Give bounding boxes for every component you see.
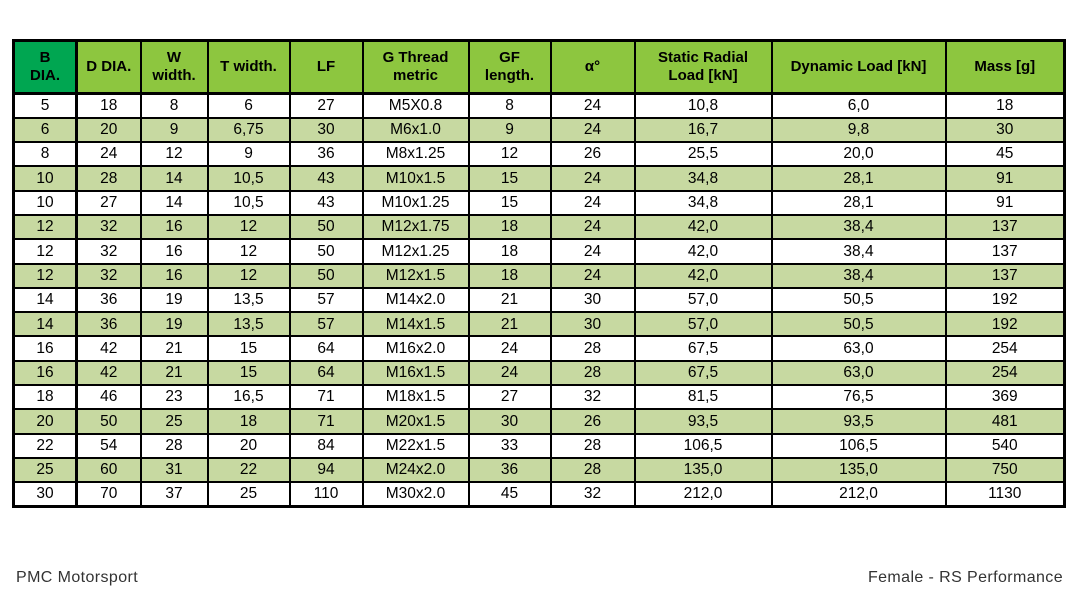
table-cell: 81,5 <box>635 385 772 409</box>
table-cell: M14x1.5 <box>363 312 469 336</box>
table-row <box>14 166 1065 190</box>
table-row <box>14 312 1065 336</box>
table-cell: 135,0 <box>772 458 946 482</box>
table-cell: 50 <box>77 409 141 433</box>
table-cell: 32 <box>77 239 141 263</box>
table-cell: 16 <box>141 215 208 239</box>
table-cell: 22 <box>208 458 290 482</box>
table-cell: 50 <box>290 264 363 288</box>
table-row <box>14 482 1065 506</box>
table-row <box>14 118 1065 142</box>
table-cell: 5 <box>14 94 77 118</box>
table-cell: 9,8 <box>772 118 946 142</box>
table-cell: 45 <box>469 482 551 506</box>
table-cell: 31 <box>141 458 208 482</box>
table-cell: 24 <box>551 166 635 190</box>
table-cell: 30 <box>551 312 635 336</box>
table-cell: 24 <box>77 142 141 166</box>
table-cell: 540 <box>946 434 1065 458</box>
column-header: Dynamic Load [kN] <box>772 41 946 94</box>
table-cell: 63,0 <box>772 336 946 360</box>
table-cell: M12x1.5 <box>363 264 469 288</box>
table-cell: 42 <box>77 336 141 360</box>
table-cell: M12x1.25 <box>363 239 469 263</box>
table-cell: 25 <box>14 458 77 482</box>
table-cell: 16 <box>141 264 208 288</box>
table-cell: 64 <box>290 336 363 360</box>
table-cell: 50 <box>290 215 363 239</box>
table-cell: 37 <box>141 482 208 506</box>
table-cell: 8 <box>141 94 208 118</box>
table-cell: 50,5 <box>772 312 946 336</box>
table-cell: 137 <box>946 239 1065 263</box>
table-cell: 19 <box>141 288 208 312</box>
column-header: W width. <box>141 41 208 94</box>
table-cell: M10x1.25 <box>363 191 469 215</box>
table-cell: 14 <box>14 312 77 336</box>
table-cell: 50,5 <box>772 288 946 312</box>
table-cell: 25 <box>141 409 208 433</box>
table-body <box>14 94 1065 507</box>
table-cell: M20x1.5 <box>363 409 469 433</box>
table-cell: 38,4 <box>772 239 946 263</box>
table-row <box>14 239 1065 263</box>
table-cell: 23 <box>141 385 208 409</box>
table-cell: 1130 <box>946 482 1065 506</box>
table-cell: 32 <box>77 264 141 288</box>
table-cell: 106,5 <box>635 434 772 458</box>
table-cell: 36 <box>469 458 551 482</box>
table-cell: 12 <box>208 215 290 239</box>
table-cell: 6 <box>208 94 290 118</box>
table-cell: M10x1.5 <box>363 166 469 190</box>
table-cell: 137 <box>946 215 1065 239</box>
table-cell: 36 <box>290 142 363 166</box>
table-cell: 18 <box>208 409 290 433</box>
table-cell: 67,5 <box>635 361 772 385</box>
column-header: D DIA. <box>77 41 141 94</box>
table-cell: 9 <box>469 118 551 142</box>
table-row <box>14 361 1065 385</box>
table-cell: 21 <box>469 288 551 312</box>
table-cell: 24 <box>551 264 635 288</box>
table-row <box>14 215 1065 239</box>
table-cell: 76,5 <box>772 385 946 409</box>
table-cell: 14 <box>141 166 208 190</box>
table-cell: 18 <box>14 385 77 409</box>
table-cell: 93,5 <box>635 409 772 433</box>
table-cell: 24 <box>469 361 551 385</box>
table-cell: 8 <box>14 142 77 166</box>
table-cell: 22 <box>14 434 77 458</box>
table-cell: 34,8 <box>635 191 772 215</box>
table-cell: 13,5 <box>208 312 290 336</box>
table-cell: 10,5 <box>208 166 290 190</box>
table-cell: 25,5 <box>635 142 772 166</box>
table-cell: 32 <box>77 215 141 239</box>
table-cell: 24 <box>551 191 635 215</box>
table-cell: 26 <box>551 142 635 166</box>
table-cell: M24x2.0 <box>363 458 469 482</box>
table-row <box>14 458 1065 482</box>
table-cell: 46 <box>77 385 141 409</box>
table-cell: 10,5 <box>208 191 290 215</box>
table-cell: 34,8 <box>635 166 772 190</box>
table-cell: M18x1.5 <box>363 385 469 409</box>
footer <box>16 569 1063 587</box>
table-cell: 60 <box>77 458 141 482</box>
table-cell: 26 <box>551 409 635 433</box>
table-cell: 27 <box>469 385 551 409</box>
table-cell: 10 <box>14 191 77 215</box>
table-cell: 24 <box>469 336 551 360</box>
table-cell: 24 <box>551 215 635 239</box>
table-cell: 369 <box>946 385 1065 409</box>
table-cell: 106,5 <box>772 434 946 458</box>
table-cell: 8 <box>469 94 551 118</box>
table-cell: 18 <box>77 94 141 118</box>
table-cell: 28 <box>551 434 635 458</box>
table-cell: 16 <box>14 361 77 385</box>
table-cell: 20 <box>14 409 77 433</box>
table-cell: 12 <box>208 239 290 263</box>
table-cell: 16 <box>141 239 208 263</box>
table-cell: 84 <box>290 434 363 458</box>
table-cell: 750 <box>946 458 1065 482</box>
table-cell: 43 <box>290 166 363 190</box>
table-cell: M16x1.5 <box>363 361 469 385</box>
table-cell: 254 <box>946 361 1065 385</box>
table-cell: 6,75 <box>208 118 290 142</box>
table-cell: M12x1.75 <box>363 215 469 239</box>
table-cell: 57 <box>290 288 363 312</box>
table-cell: 57,0 <box>635 288 772 312</box>
table-cell: 10,8 <box>635 94 772 118</box>
column-header: Mass [g] <box>946 41 1065 94</box>
spec-table <box>12 39 1066 508</box>
table-cell: 38,4 <box>772 215 946 239</box>
table-cell: 110 <box>290 482 363 506</box>
table-cell: M14x2.0 <box>363 288 469 312</box>
table-row <box>14 409 1065 433</box>
table-cell: 6,0 <box>772 94 946 118</box>
table-cell: 28,1 <box>772 166 946 190</box>
table-cell: 137 <box>946 264 1065 288</box>
column-header: α° <box>551 41 635 94</box>
table-cell: 94 <box>290 458 363 482</box>
table-cell: 24 <box>551 239 635 263</box>
table-cell: 30 <box>14 482 77 506</box>
table-cell: 10 <box>14 166 77 190</box>
table-cell: 15 <box>469 191 551 215</box>
table-cell: 63,0 <box>772 361 946 385</box>
header-row <box>14 41 1065 94</box>
table-cell: M30x2.0 <box>363 482 469 506</box>
table-cell: 12 <box>14 264 77 288</box>
table-cell: 15 <box>208 361 290 385</box>
table-cell: 28,1 <box>772 191 946 215</box>
column-header: GF length. <box>469 41 551 94</box>
table-cell: 42 <box>77 361 141 385</box>
table-cell: 16,7 <box>635 118 772 142</box>
table-cell: 28 <box>141 434 208 458</box>
table-cell: 42,0 <box>635 264 772 288</box>
table-cell: 91 <box>946 166 1065 190</box>
table-cell: 71 <box>290 385 363 409</box>
table-cell: 27 <box>77 191 141 215</box>
table-cell: 192 <box>946 288 1065 312</box>
table-cell: M5X0.8 <box>363 94 469 118</box>
table-cell: 192 <box>946 312 1065 336</box>
table-cell: 30 <box>469 409 551 433</box>
table-cell: 12 <box>469 142 551 166</box>
column-header: LF <box>290 41 363 94</box>
table-cell: 20 <box>77 118 141 142</box>
table-cell: 38,4 <box>772 264 946 288</box>
table-cell: 15 <box>208 336 290 360</box>
table-cell: 20 <box>208 434 290 458</box>
table-cell: 212,0 <box>635 482 772 506</box>
table-cell: 21 <box>469 312 551 336</box>
table-cell: 57,0 <box>635 312 772 336</box>
table-cell: 24 <box>551 118 635 142</box>
column-header: B DIA. <box>14 41 77 94</box>
table-cell: 36 <box>77 288 141 312</box>
table-cell: 30 <box>290 118 363 142</box>
table-row <box>14 142 1065 166</box>
table-cell: 9 <box>141 118 208 142</box>
table-cell: 33 <box>469 434 551 458</box>
table-cell: 93,5 <box>772 409 946 433</box>
table-cell: 57 <box>290 312 363 336</box>
table-cell: 42,0 <box>635 215 772 239</box>
table-cell: 32 <box>551 482 635 506</box>
table-cell: 481 <box>946 409 1065 433</box>
table-row <box>14 385 1065 409</box>
table-cell: 18 <box>469 215 551 239</box>
table-cell: 36 <box>77 312 141 336</box>
table-row <box>14 336 1065 360</box>
table-cell: 20,0 <box>772 142 946 166</box>
table-row <box>14 264 1065 288</box>
table-header <box>14 41 1065 94</box>
table-cell: 28 <box>77 166 141 190</box>
footer-brand: PMC Motorsport <box>16 569 139 586</box>
table-row <box>14 288 1065 312</box>
table-row <box>14 191 1065 215</box>
table-cell: 15 <box>469 166 551 190</box>
table-cell: 25 <box>208 482 290 506</box>
table-cell: 18 <box>946 94 1065 118</box>
column-header: T width. <box>208 41 290 94</box>
table-cell: 71 <box>290 409 363 433</box>
table-cell: 28 <box>551 458 635 482</box>
table-cell: 43 <box>290 191 363 215</box>
column-header: Static Radial Load [kN] <box>635 41 772 94</box>
table-cell: 19 <box>141 312 208 336</box>
table-row <box>14 94 1065 118</box>
table-cell: 18 <box>469 239 551 263</box>
table-cell: 12 <box>141 142 208 166</box>
table-cell: 6 <box>14 118 77 142</box>
table-cell: 14 <box>141 191 208 215</box>
table-cell: 12 <box>208 264 290 288</box>
table-cell: M6x1.0 <box>363 118 469 142</box>
table-cell: 24 <box>551 94 635 118</box>
table-cell: 9 <box>208 142 290 166</box>
table-cell: 16,5 <box>208 385 290 409</box>
table-cell: 12 <box>14 239 77 263</box>
table-cell: 27 <box>290 94 363 118</box>
table-cell: 21 <box>141 361 208 385</box>
table-cell: 50 <box>290 239 363 263</box>
table-cell: M16x2.0 <box>363 336 469 360</box>
table-cell: M22x1.5 <box>363 434 469 458</box>
table-cell: M8x1.25 <box>363 142 469 166</box>
table-cell: 67,5 <box>635 336 772 360</box>
table-cell: 30 <box>946 118 1065 142</box>
table-cell: 21 <box>141 336 208 360</box>
table-cell: 16 <box>14 336 77 360</box>
table-cell: 18 <box>469 264 551 288</box>
table-cell: 32 <box>551 385 635 409</box>
table-cell: 42,0 <box>635 239 772 263</box>
table-cell: 14 <box>14 288 77 312</box>
table-cell: 54 <box>77 434 141 458</box>
table-row <box>14 434 1065 458</box>
table-cell: 13,5 <box>208 288 290 312</box>
table-cell: 135,0 <box>635 458 772 482</box>
table-cell: 28 <box>551 336 635 360</box>
table-cell: 28 <box>551 361 635 385</box>
table-cell: 30 <box>551 288 635 312</box>
table-cell: 64 <box>290 361 363 385</box>
table-cell: 254 <box>946 336 1065 360</box>
column-header: G Thread metric <box>363 41 469 94</box>
table-cell: 91 <box>946 191 1065 215</box>
table-cell: 12 <box>14 215 77 239</box>
table-cell: 70 <box>77 482 141 506</box>
footer-product-label: Female - RS Performance <box>867 569 1063 586</box>
table-cell: 45 <box>946 142 1065 166</box>
table-cell: 212,0 <box>772 482 946 506</box>
